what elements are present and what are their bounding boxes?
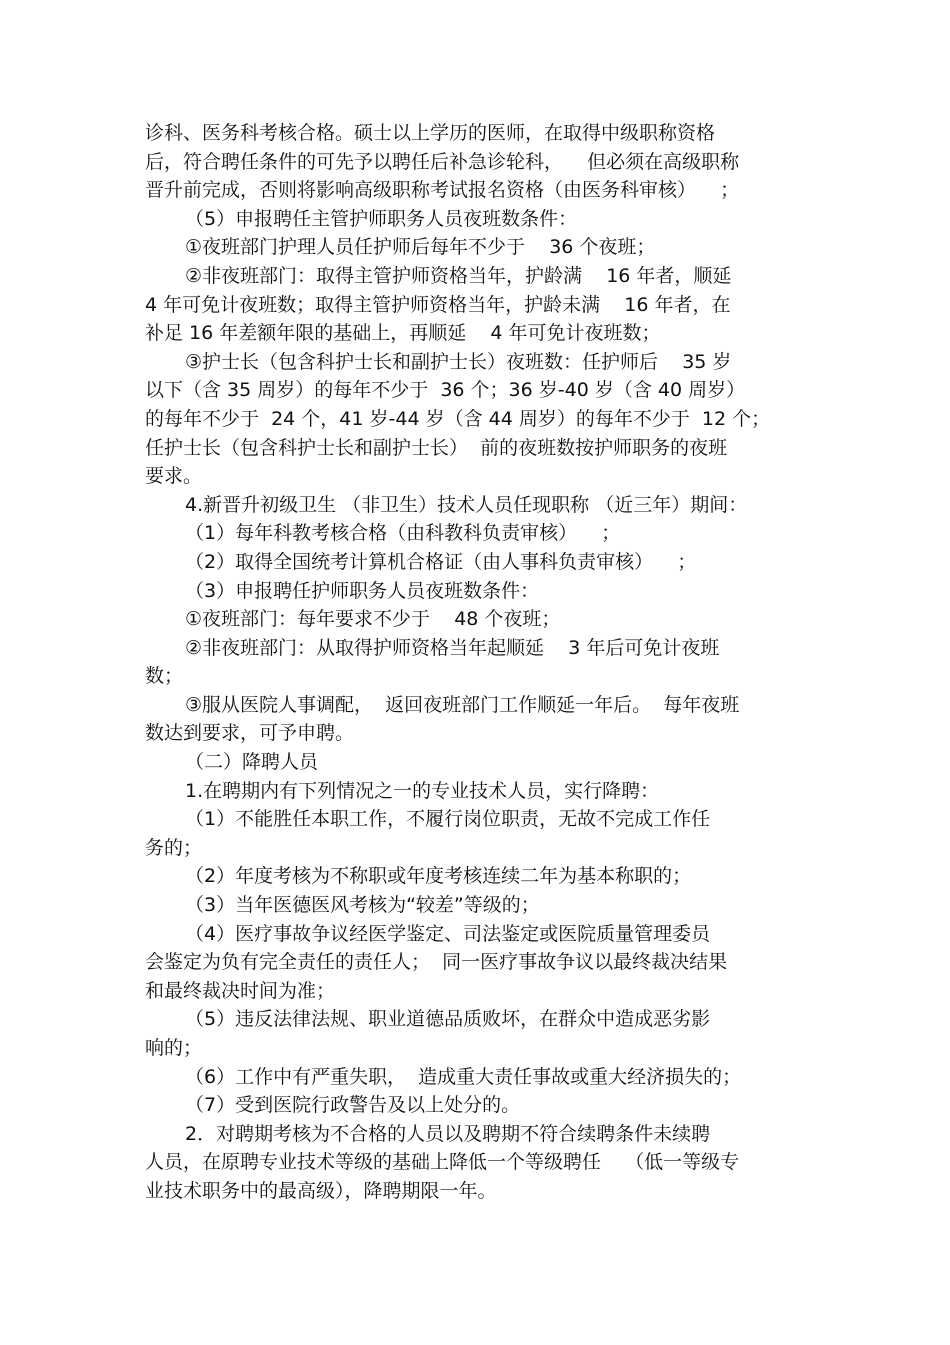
text-line: （2）年度考核为不称职或年度考核连续二年为基本称职的； [185, 865, 692, 888]
text-line: 后，符合聘任条件的可先予以聘任后补急诊轮科， 但必须在高级职称 [145, 150, 740, 173]
text-line: （2）取得全国统考计算机合格证（由人事科负责审核） ； [185, 550, 697, 573]
text-line: 4.新晋升初级卫生 （非卫生）技术人员任现职称 （近三年）期间： [185, 493, 748, 516]
text-line: 以下（含 35 周岁）的每年不少于 36 个；36 岁-40 岁（含 40 周岁） [145, 379, 746, 402]
text-line: ②非夜班部门：取得主管护师资格当年，护龄满 16 年者，顺延 [185, 264, 732, 287]
text-line: 人员，在原聘专业技术等级的基础上降低一个等级聘任 （低一等级专 [145, 1151, 740, 1174]
text-line: 补足 16 年差额年限的基础上，再顺延 4 年可免计夜班数； [145, 322, 661, 345]
text-line: 要求。 [145, 465, 203, 488]
text-line: 诊科、医务科考核合格。硕士以上学历的医师，在取得中级职称资格 [145, 122, 716, 144]
text-line: （1）每年科教考核合格（由科教科负责审核） ； [185, 522, 621, 545]
text-line: ①夜班部门护理人员任护师后每年不少于 36 个夜班； [185, 236, 656, 259]
text-line: （6）工作中有严重失职， 造成重大责任事故或重大经济损失的； [185, 1065, 742, 1088]
text-line: （7）受到医院行政警告及以上处分的。 [185, 1094, 521, 1117]
text-line: （3）当年医德医风考核为“较差”等级的； [185, 894, 540, 917]
text-line: 响的； [145, 1037, 203, 1059]
text-line: （二）降聘人员 [185, 751, 319, 774]
text-line: 会鉴定为负有完全责任的责任人； 同一医疗事故争议以最终裁决结果 [145, 951, 728, 974]
text-line: 2．对聘期考核为不合格的人员以及聘期不符合续聘条件未续聘 [185, 1122, 711, 1145]
text-line: ③服从医院人事调配， 返回夜班部门工作顺延一年后。 每年夜班 [185, 693, 740, 716]
text-line: 的每年不少于 24 个，41 岁-44 岁（含 44 周岁）的每年不少于 12 个； [145, 407, 771, 430]
text-line: 务的； [145, 836, 203, 859]
text-line: （3）申报聘任护师职务人员夜班数条件： [185, 579, 540, 602]
text-line: 业技术职务中的最高级），降聘期限一年。 [145, 1179, 497, 1202]
text-line: （5）违反法律法规、职业道德品质败坏，在群众中造成恶劣影 [185, 1008, 711, 1031]
text-line: （5）申报聘任主管护师职务人员夜班数条件： [185, 207, 578, 230]
text-line: 任护士长（包含科护士长和副护士长） 前的夜班数按护师职务的夜班 [145, 436, 728, 459]
text-line: （4）医疗事故争议经医学鉴定、司法鉴定或医院质量管理委员 [185, 922, 711, 945]
text-line: ③护士长（包含科护士长和副护士长）夜班数：任护师后 35 岁 [185, 350, 732, 373]
text-line: ①夜班部门：每年要求不少于 48 个夜班； [185, 608, 561, 631]
text-line: 和最终裁决时间为准； [145, 979, 336, 1002]
text-line: （1）不能胜任本职工作，不履行岗位职责，无故不完成工作任 [185, 808, 711, 831]
text-line: 数达到要求，可予申聘。 [145, 722, 355, 745]
document-body [145, 119, 815, 1206]
text-line: 1.在聘期内有下列情况之一的专业技术人员，实行降聘： [185, 779, 660, 802]
text-line: 数； [145, 665, 184, 688]
text-line: 4 年可免计夜班数；取得主管护师资格当年，护龄未满 16 年者，在 [145, 293, 731, 316]
text-line: 晋升前完成，否则将影响高级职称考试报名资格（由医务科审核） ； [145, 179, 740, 202]
text-line: ②非夜班部门：从取得护师资格当年起顺延 3 年后可免计夜班 [185, 636, 720, 659]
